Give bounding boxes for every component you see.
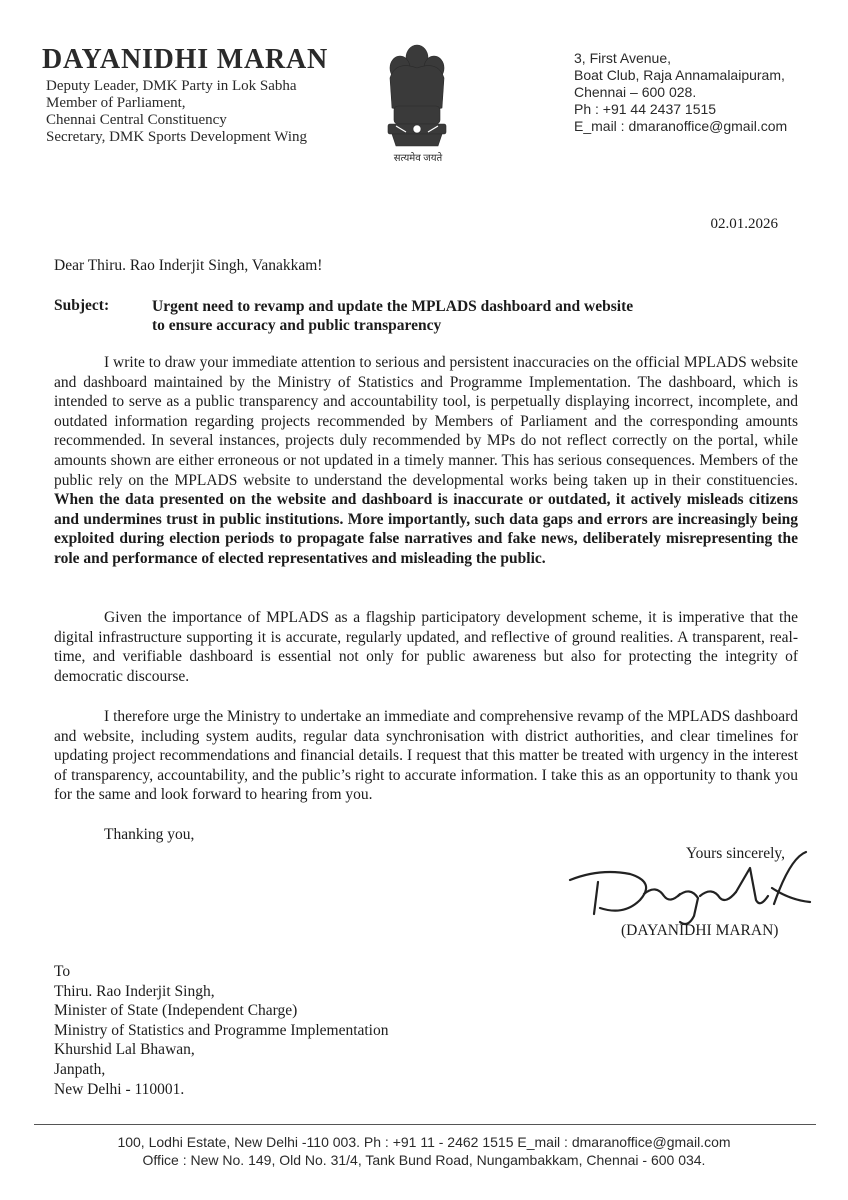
salutation: Dear Thiru. Rao Inderjit Singh, Vanakkam! bbox=[54, 257, 323, 274]
recipient-line: Khurshid Lal Bhawan, bbox=[54, 1041, 195, 1059]
thanking-line: Thanking you, bbox=[104, 826, 195, 843]
recipient-line: Ministry of Statistics and Programme Implementation bbox=[54, 1021, 389, 1039]
paragraph-1 bbox=[54, 353, 798, 569]
to-label: To bbox=[54, 963, 71, 980]
recipient-line: Thiru. Rao Inderjit Singh, bbox=[54, 982, 215, 1000]
footer-divider bbox=[34, 1124, 816, 1125]
sender-title-line: Secretary, DMK Sports Development Wing bbox=[46, 129, 308, 145]
sender-titles bbox=[46, 78, 307, 146]
subject-label: Subject: bbox=[54, 297, 110, 314]
recipient-line: New Delhi - 110001. bbox=[54, 1080, 185, 1098]
recipient-block bbox=[54, 962, 389, 1099]
emblem-motto: सत्यमेव जयते bbox=[393, 153, 443, 164]
footer-line-1: 100, Lodhi Estate, New Delhi -110 003. Ph : +91 11 - 2462 1515 E_mail : dmaranoffice@gmail.com bbox=[117, 1134, 731, 1150]
sender-title-line: Deputy Leader, DMK Party in Lok Sabha bbox=[46, 78, 297, 94]
paragraph-3: I therefore urge the Ministry to undertake an immediate and comprehensive revamp of the MPLADS dashboard and website, including system audits, regular data synchronisation with district authorities, and clear timelines for updating project recommendations and financial details. I request that this matter be treated with urgency in the interest of transparency, accountability, and the public’s right to accurate information. I take this as an opportunity to thank you for the same and look forward to hearing from you. bbox=[54, 708, 798, 804]
closing-line: Yours sincerely, bbox=[686, 845, 786, 862]
address-line: Ph : +91 44 2437 1515 bbox=[574, 101, 717, 117]
footer-line-2: Office : New No. 149, Old No. 31/4, Tank Bund Road, Nungambakkam, Chennai - 600 034. bbox=[142, 1152, 706, 1168]
address-line: Chennai – 600 028. bbox=[574, 84, 697, 100]
sender-address bbox=[574, 50, 787, 135]
sender-title-line: Chennai Central Constituency bbox=[46, 112, 227, 128]
recipient-line: Minister of State (Independent Charge) bbox=[54, 1002, 298, 1020]
address-line: E_mail : dmaranoffice@gmail.com bbox=[574, 118, 788, 134]
national-emblem-icon bbox=[376, 38, 458, 166]
letter-date: 02.01.2026 bbox=[710, 216, 778, 232]
sender-title-line: Member of Parliament, bbox=[46, 95, 186, 111]
address-line: Boat Club, Raja Annamalaipuram, bbox=[574, 67, 785, 83]
paragraph-1-bold: When the data presented on the website and dashboard is inaccurate or outdated, it actively misleads citizens and undermines trust in public institutions. More importantly, such data gaps and errors are increasingly being exploited during election periods to propagate false narratives and fake news, deliberately misrepresenting the role and performance of elected representatives and misleading the public. bbox=[54, 491, 798, 567]
signatory-name: (DAYANIDHI MARAN) bbox=[621, 922, 779, 939]
address-line: 3, First Avenue, bbox=[574, 50, 672, 66]
subject-line: Urgent need to revamp and update the MPLADS dashboard and website bbox=[152, 298, 634, 315]
recipient-line: Janpath, bbox=[54, 1060, 106, 1078]
subject-line: to ensure accuracy and public transparency bbox=[152, 317, 442, 334]
subject-text bbox=[152, 297, 772, 335]
sender-name: DAYANIDHI MARAN bbox=[42, 44, 329, 75]
paragraph-2: Given the importance of MPLADS as a flagship participatory development scheme, it is imperative that the digital infrastructure supporting it is accurate, regularly updated, and reflective of ground realities. A transparent, real-time, and verifiable dashboard is essential not only for public awareness but also for protecting the integrity of democratic discourse. bbox=[54, 609, 798, 685]
paragraph-1-regular: I write to draw your immediate attention to serious and persistent inaccuracies on the official MPLADS website and dashboard maintained by the Ministry of Statistics and Programme Implementation. The dashboard, which is intended to serve as a public transparency and accountability tool, is perpetually displaying incorrect, incomplete, and outdated information regarding projects recommended by Members of Parliament and the corresponding amounts recommended. In several instances, projects duly recommended by MPs do not reflect correctly on the portal, while amounts shown are either erroneous or not updated in a timely manner. This has serious consequences. Members of the public rely on the MPLADS website to understand the developmental works being taken up in their constituencies. bbox=[54, 354, 798, 489]
